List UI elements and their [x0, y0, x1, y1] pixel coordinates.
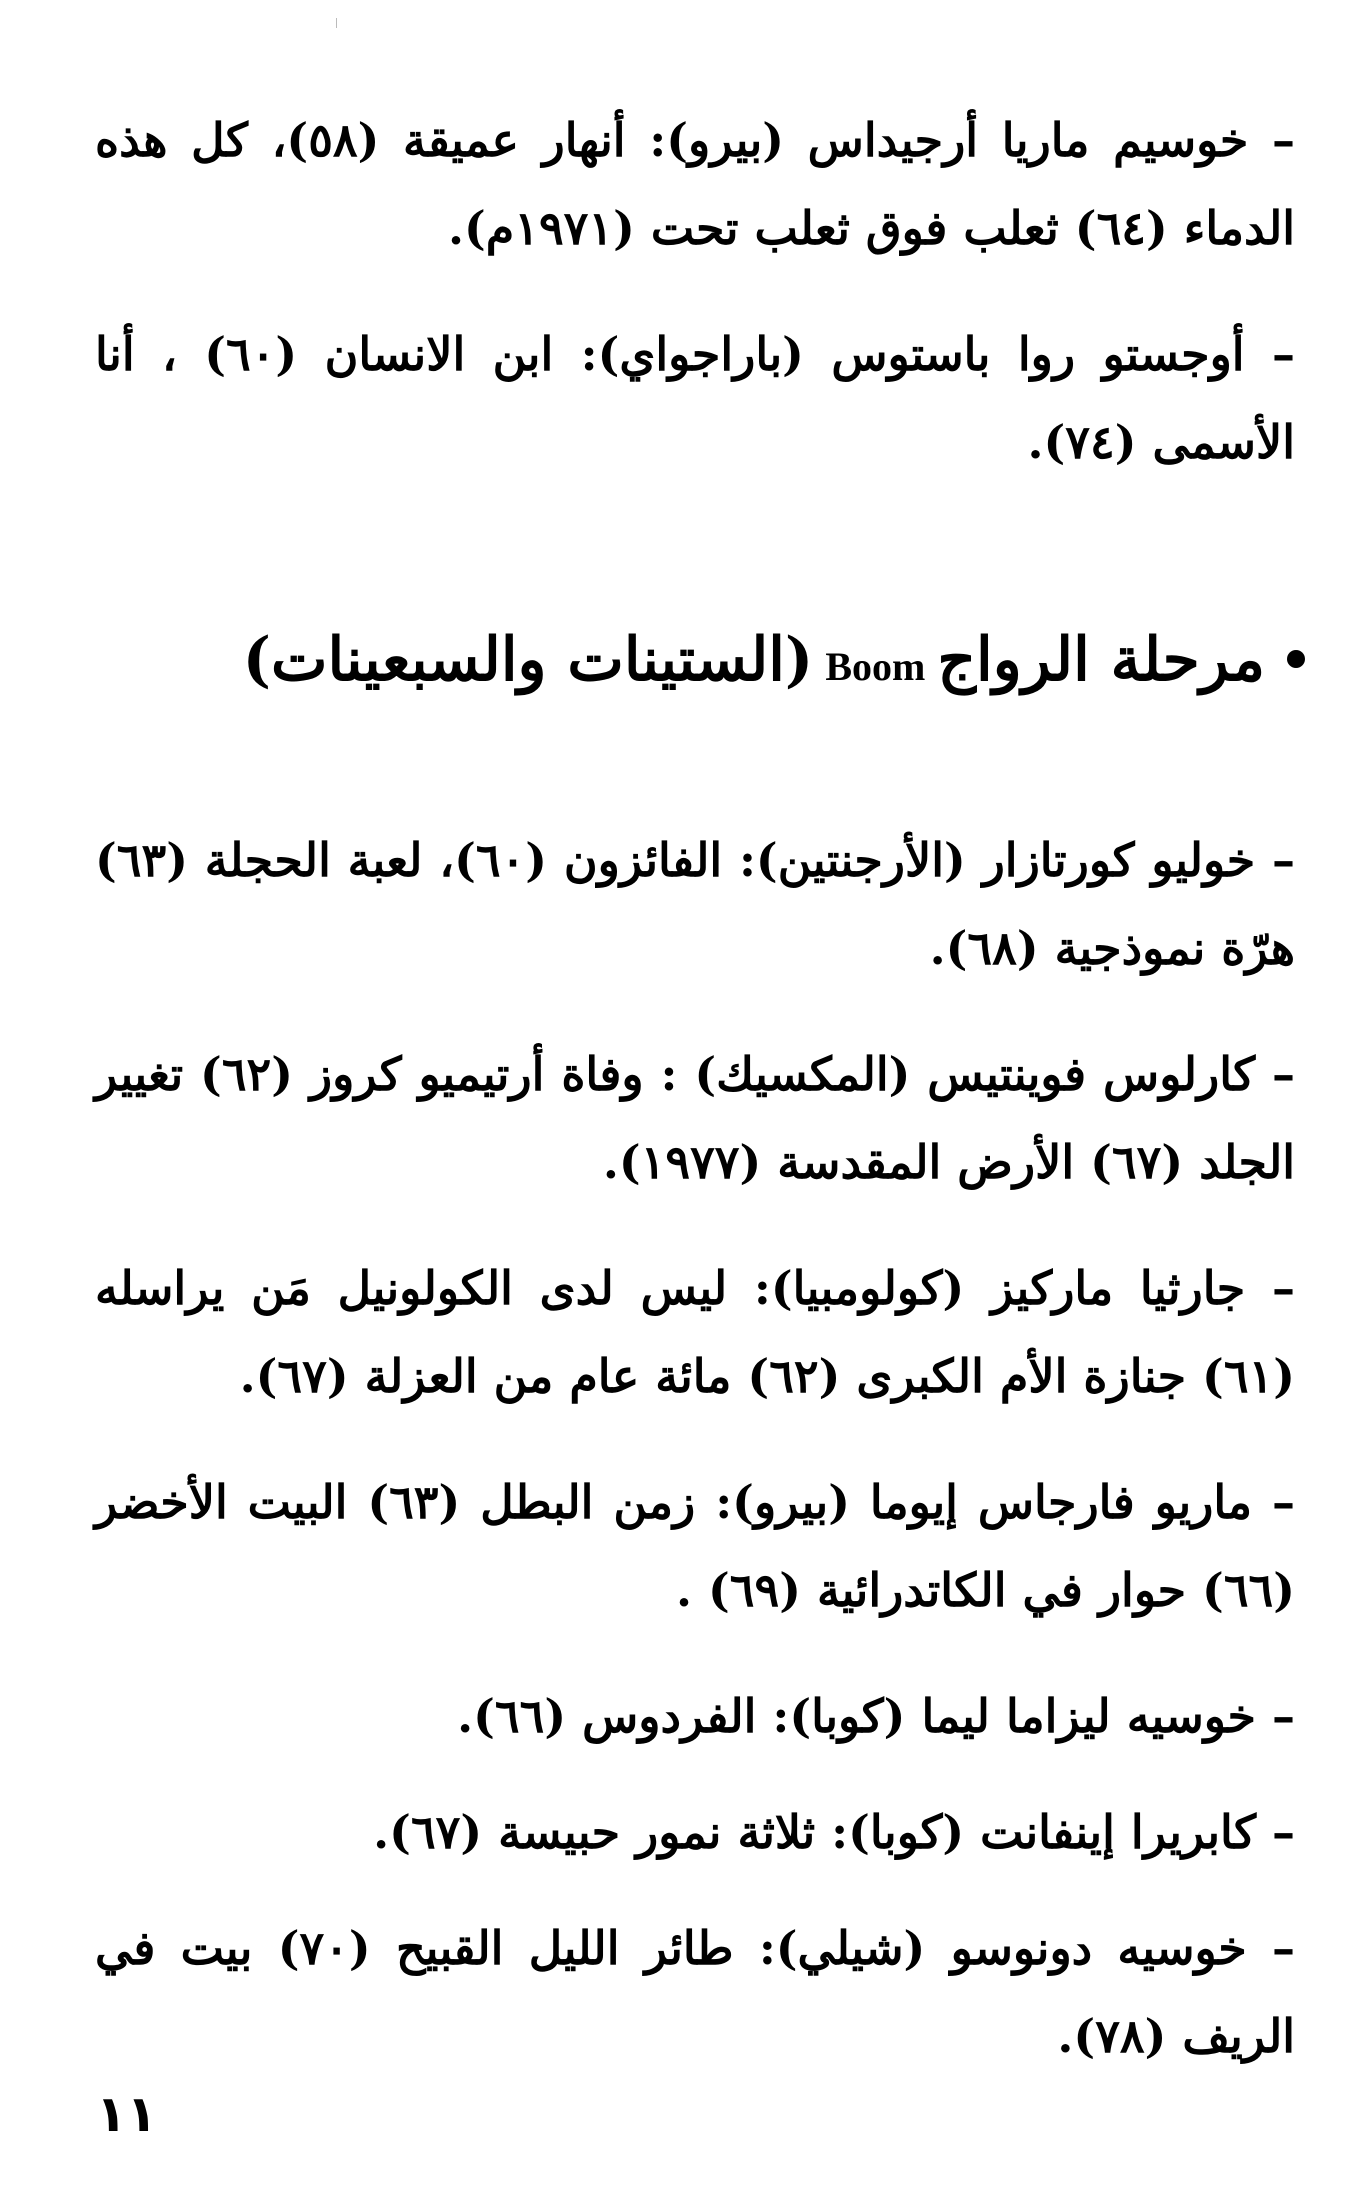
entry-text: – خوسيم ماريا أرجيداس (بيرو): أنهار عميقة (٥٨)، كل هذه الدماء (٦٤) ثعلب فوق ثعلب تحت (١٩٧١م). — [95, 113, 1295, 255]
entry-text: – كارلوس فوينتيس (المكسيك) : وفاة أرتيميو كروز (٦٢) تغيير الجلد (٦٧) الأرض المقدسة (١٩٧٧). — [95, 1047, 1296, 1189]
entry-arguedas — [95, 96, 1295, 272]
entry-text: – ماريو فارجاس إيوما (بيرو): زمن البطل (٦٣) البيت الأخضر (٦٦) حوار في الكاتدرائية (٦٩) . — [95, 1475, 1295, 1617]
entry-text: – خوسيه دونوسو (شيلي): طائر الليل القبيح (٧٠) بيت في الريف (٧٨). — [95, 1921, 1295, 2063]
section-heading — [95, 610, 1305, 717]
entry-cortazar — [95, 816, 1295, 992]
heading-latin: Boom — [825, 644, 926, 689]
entry-roa-bastos — [95, 310, 1295, 486]
entry-cabrera-infante — [95, 1788, 1295, 1876]
heading-suffix: (الستينات والسبعينات) — [242, 625, 814, 695]
entry-vargas-llosa — [95, 1458, 1295, 1634]
entry-text: – أوجستو روا باستوس (باراجواي): ابن الانسان (٦٠) ، أنا الأسمى (٧٤). — [95, 327, 1295, 469]
entry-lezama-lima — [95, 1672, 1295, 1760]
entry-text: – خوسيه ليزاما ليما (كوبا): الفردوس (٦٦). — [457, 1689, 1295, 1743]
entry-text: – خوليو كورتازار (الأرجنتين): الفائزون (٦٠)، لعبة الحجلة (٦٣) هرّة نموذجية (٦٨). — [95, 833, 1295, 975]
entry-fuentes — [95, 1030, 1295, 1206]
heading-prefix: مرحلة الرواج — [937, 625, 1265, 695]
bullet-icon — [1287, 650, 1305, 668]
entry-text: – جارثيا ماركيز (كولومبيا): ليس لدى الكولونيل مَن يراسله (٦١) جنازة الأم الكبرى (٦٢) مائة عام من العزلة (٦٧). — [95, 1261, 1295, 1403]
entry-garcia-marquez — [95, 1244, 1295, 1420]
page-number: ١١ — [96, 2085, 158, 2143]
scan-mark — [336, 18, 337, 28]
entry-donoso — [95, 1904, 1295, 2080]
entry-text: – كابريرا إينفانت (كوبا): ثلاثة نمور حبيسة (٦٧). — [373, 1805, 1295, 1859]
